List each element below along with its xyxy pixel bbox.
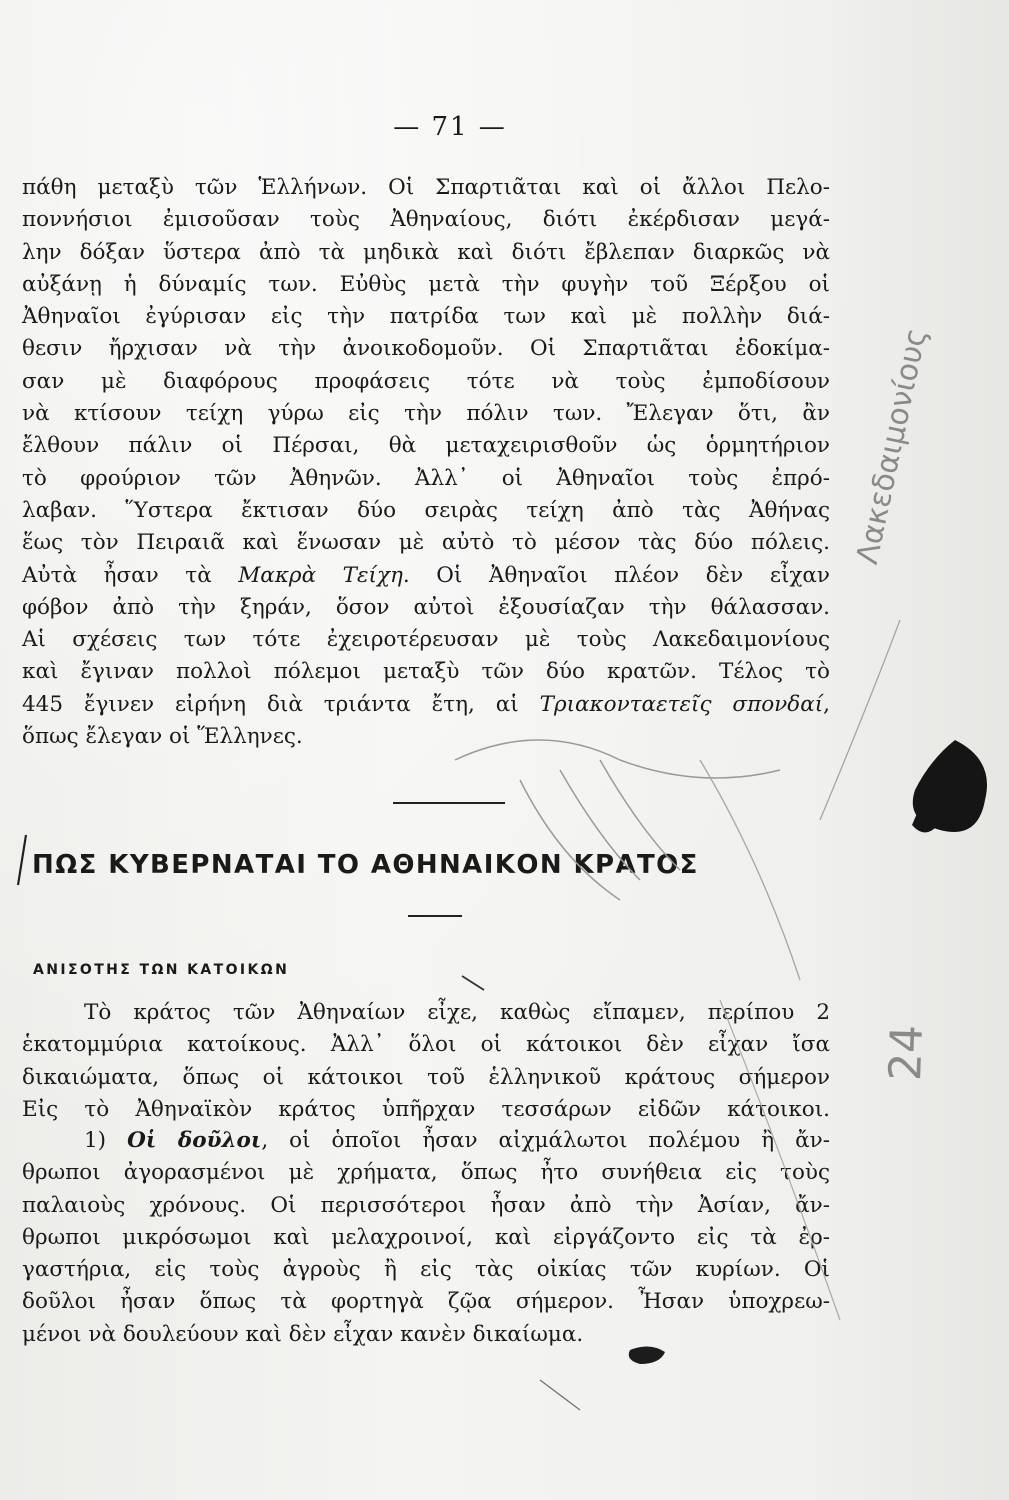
text-line-mixed [22, 560, 830, 592]
text-fragment: , οἱ ὁποῖοι ἦσαν αἰχμάλωτοι πολέμου ἢ ἄν- [261, 1128, 830, 1153]
text-line: νὰ κτίσουν τείχη γύρω εἰς τὴν πόλιν των. Ἔλεγαν ὅτι, ἂν [22, 401, 830, 427]
text-line: θεσιν ἤρχισαν νὰ τὴν ἀνοικοδομοῦν. Οἱ Σπαρτιᾶται ἐδοκίμα- [22, 336, 830, 362]
text-line: ὅπως ἔλεγαν οἱ Ἕλληνες. [22, 724, 303, 750]
section-heading: ΠΩΣ ΚΥΒΕΡΝΑΤΑΙ ΤΟ ΑΘΗΝΑΙΚΟΝ ΚΡΑΤΟΣ [32, 850, 699, 880]
text-fragment: Αὐτὰ ἦσαν τὰ [22, 562, 212, 588]
text-line: ποννήσιοι ἐμισοῦσαν τοὺς Ἀθηναίους, διότι ἐκέρδισαν μεγά- [22, 207, 830, 233]
margin-note-number: 24 [880, 1024, 933, 1082]
italic-term-long-walls: Μακρὰ Τείχη [238, 562, 403, 588]
text-line: Ἀθηναῖοι ἐγύρισαν εἰς τὴν πατρίδα των καὶ μὲ πολλὴν διά- [22, 304, 830, 330]
text-line: λαβαν. Ὕστερα ἔκτισαν δύο σειρὰς τείχη ἀπὸ τὰς Ἀθήνας [22, 497, 830, 523]
text-line: Αἱ σχέσεις των τότε ἐχειροτέρευσαν μὲ τοὺς Λακεδαιμονίους [22, 627, 830, 653]
text-line: Τὸ κράτος τῶν Ἀθηναίων εἶχε, καθὼς εἴπαμεν, περίπου 2 [84, 1000, 830, 1025]
text-line: Εἰς τὸ Ἀθηναϊκὸν κράτος ὑπῆρχαν τεσσάρων εἰδῶν κάτοικοι. [22, 1096, 830, 1122]
text-line: σαν μὲ διαφόρους προφάσεις τότε νὰ τοὺς ἐμποδίσουν [22, 368, 830, 394]
text-line: φόβον ἀπὸ τὴν ξηράν, ὅσον αὐτοὶ ἐξουσίαζαν τὴν θάλασσαν. [22, 594, 830, 620]
text-line: δοῦλοι ἦσαν ὅπως τὰ φορτηγὰ ζῷα σήμερον. Ἦσαν ὑποχρεω- [22, 1289, 830, 1315]
text-line: γαστήρια, εἰς τοὺς ἀγροὺς ἢ εἰς τὰς οἰκίας τῶν κυρίων. Οἱ [22, 1257, 830, 1283]
list-number: 1) [84, 1128, 107, 1153]
text-line: παλαιοὺς χρόνους. Οἱ περισσότεροι ἦσαν ἀπὸ τὴν Ἀσίαν, ἄν- [22, 1192, 830, 1218]
text-fragment: , [823, 691, 830, 717]
text-line-mixed [22, 1125, 830, 1157]
text-line: τὸ φρούριον τῶν Ἀθηνῶν. Ἀλλ᾽ οἱ Ἀθηναῖοι τοὺς ἐπρό- [22, 465, 830, 491]
section-divider-top [393, 802, 505, 804]
text-line: λην δόξαν ὕστερα ἀπὸ τὰ μηδικὰ καὶ διότι ἔβλεπαν διαρκῶς νὰ [22, 239, 830, 265]
text-line: πάθη μεταξὺ τῶν Ἑλλήνων. Οἱ Σπαρτιᾶται καὶ οἱ ἄλλοι Πελο- [22, 175, 830, 200]
page-number: — 71 — [393, 112, 507, 142]
text-line: ἕως τὸν Πειραιᾶ καὶ ἕνωσαν μὲ αὐτὸ τὸ μέσον τὰς δύο πόλεις. [22, 530, 830, 556]
text-line: ἔλθουν πάλιν οἱ Πέρσαι, θὰ μεταχειρισθοῦν ὡς ὁρμητήριον [22, 433, 830, 459]
text-line: μένοι νὰ δουλεύουν καὶ δὲν εἶχαν κανὲν δικαίωμα. [22, 1321, 584, 1347]
paragraph-inequality [22, 997, 830, 1126]
text-line: καὶ ἔγιναν πολλοὶ πόλεμοι μεταξὺ τῶν δύο κρατῶν. Τέλος τὸ [22, 659, 830, 685]
text-fragment: 445 ἔγινεν εἰρήνη διὰ τριάντα ἔτη, αἱ [22, 691, 519, 717]
subsection-heading: ΑΝΙΣΟΤΗΣ ΤΩΝ ΚΑΤΟΙΚΩΝ [33, 962, 290, 978]
text-line: θρωποι μικρόσωμοι καὶ μελαχροινοί, καὶ εἰργάζοντο εἰς τὰ ἐρ- [22, 1224, 830, 1250]
text-line: ἑκατομμύρια κατοίκους. Ἀλλ᾽ ὅλοι οἱ κάτοικοι δὲν εἶχαν ἴσα [22, 1032, 830, 1058]
section-divider-bottom [408, 915, 462, 917]
italic-term-thirty-years-peace: Τριακονταετεῖς σπονδαί [539, 691, 824, 717]
bold-term-slaves: Οἱ δοῦλοι [127, 1128, 262, 1153]
paragraph-slaves [22, 1125, 830, 1351]
text-line: θρωποι ἀγορασμένοι μὲ χρήματα, ὅπως ἦτο συνήθεια εἰς τοὺς [22, 1160, 830, 1186]
text-line: δικαιώματα, ὅπως οἱ κάτοικοι τοῦ ἑλληνικοῦ κράτους σήμερον [22, 1064, 830, 1090]
paragraph-athens-sparta [22, 172, 830, 753]
margin-note-vertical: Λακεδαιμονίους [850, 325, 935, 568]
text-line: αὐξάνῃ ἡ δύναμίς των. Εὐθὺς μετὰ τὴν φυγὴν τοῦ Ξέρξου οἱ [22, 271, 830, 297]
text-line-mixed [22, 689, 830, 721]
text-fragment: . Οἱ Ἀθηναῖοι πλέον δὲν εἶχαν [402, 562, 830, 588]
